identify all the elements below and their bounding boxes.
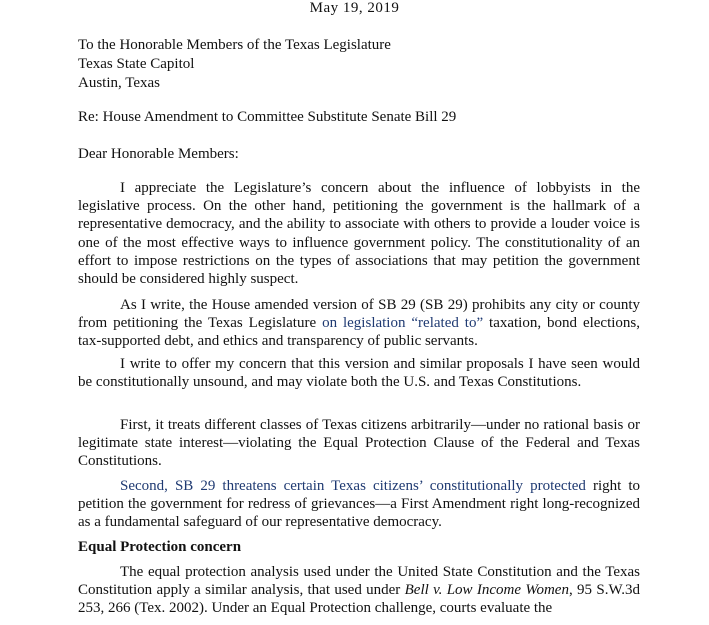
section-heading-equal-protection: Equal Protection concern bbox=[78, 539, 242, 555]
paragraph-2-highlight: on legislation “related to” bbox=[322, 315, 484, 332]
salutation: Dear Honorable Members: bbox=[78, 146, 239, 162]
paragraph-3: I write to offer my concern that this version and similar proposals I have seen would be constitutionally unsound, and may violate both the U.S. and Texas Constitutions. bbox=[78, 356, 640, 391]
re-line: Re: House Amendment to Committee Substitute Senate Bill 29 bbox=[78, 109, 457, 125]
paragraph-2 bbox=[78, 296, 640, 351]
paragraph-4: First, it treats different classes of Texas citizens arbitrarily—under no rational basis or legitimate state interest—violating the Equal Protection Clause of the Federal and Texas Constitutions. bbox=[78, 417, 640, 470]
paragraph-6-part-a: The equal protection analysis used under the United State Constitution and the Texas Constitution apply a similar analysis, that used under bbox=[78, 564, 640, 599]
paragraph-2-part-a: As I write, the House amended version of SB 29 (SB 29) prohibits any city or county from petitioning the Texas Legislature bbox=[78, 297, 640, 332]
paragraph-6-part-b: , 95 S.W.3d 253, 266 (Tex. 2002). Under an Equal Protection challenge, courts evaluate the bbox=[78, 582, 640, 617]
paragraph-6 bbox=[78, 563, 640, 618]
paragraph-5-part-b: right to petition the government for redress of grievances—a First Amendment right long-recognized as a fundamental safeguard of our representative democracy. bbox=[78, 478, 640, 531]
case-citation: Bell v. Low Income Women bbox=[404, 582, 569, 599]
paragraph-5 bbox=[78, 477, 640, 532]
address-line-1: To the Honorable Members of the Texas Legislature bbox=[78, 37, 391, 53]
address-line-2: Texas State Capitol bbox=[78, 56, 195, 72]
recipient-address bbox=[78, 36, 640, 93]
paragraph-5-highlight: Second, SB 29 threatens certain Texas citizens’ constitutionally protected bbox=[120, 478, 586, 494]
paragraph-2-part-c: taxation, bond elections, tax-supported debt, and ethics and transparency of public servants. bbox=[78, 315, 641, 350]
address-line-3: Austin, Texas bbox=[78, 75, 161, 91]
paragraph-1: I appreciate the Legislature’s concern about the influence of lobbyists in the legislative process. On the other hand, petitioning the government is the hallmark of a representative democracy, and the ability to associate with others to provide a louder voice is one of the most effective ways to influence government policy. The constitutionality of an effort to impose restrictions on the types of associations that may petition the government should be considered highly suspect. bbox=[78, 180, 640, 288]
letter-date: May 19, 2019 bbox=[309, 0, 400, 16]
